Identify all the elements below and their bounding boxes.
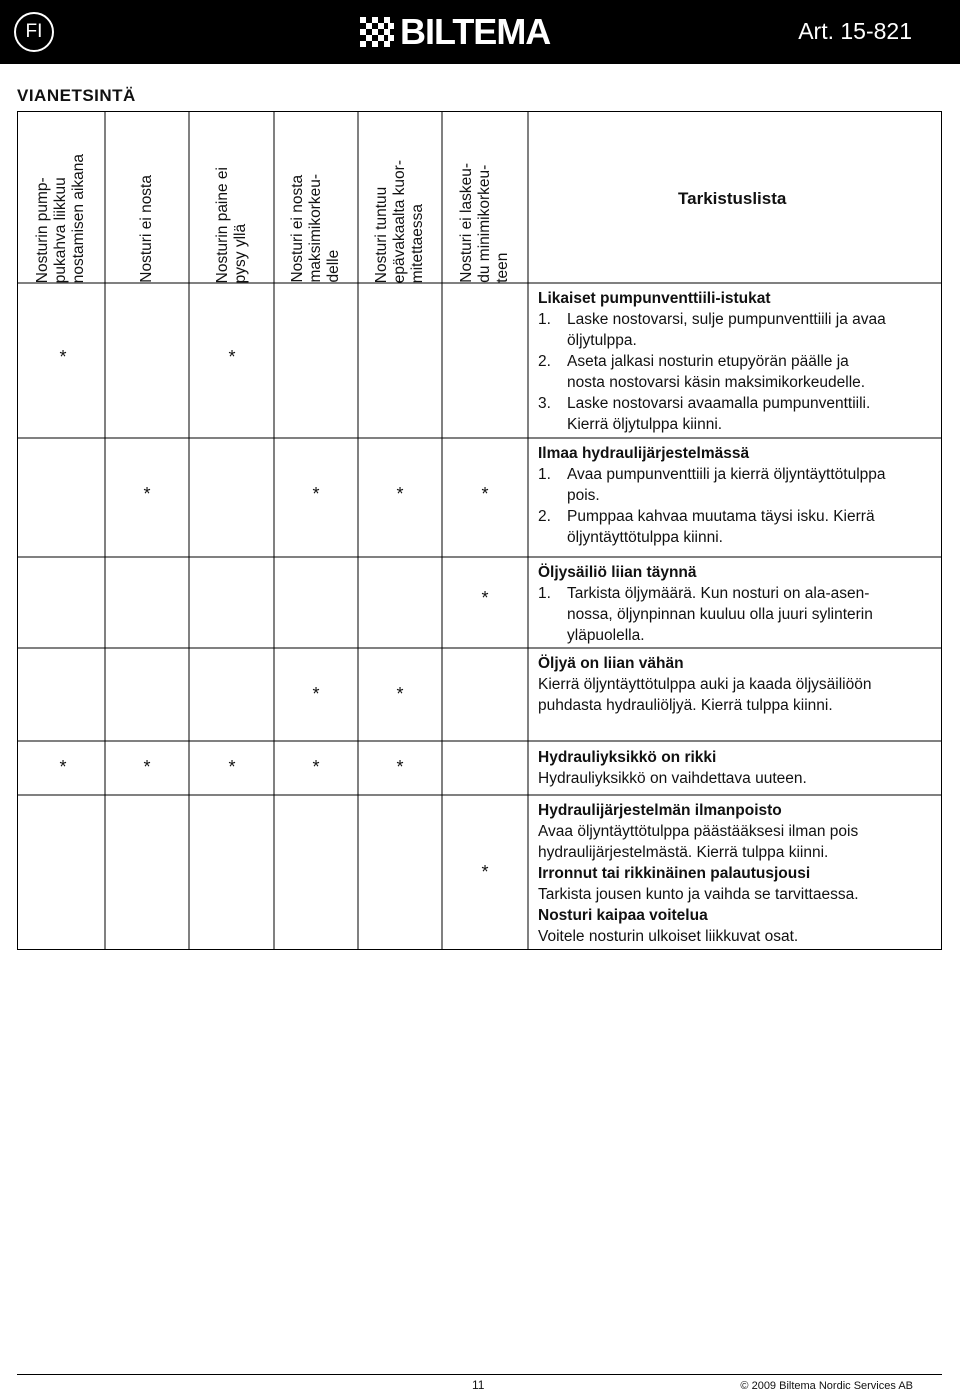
step-text: nosta nostovarsi käsin maksimikorkeudelle. (567, 374, 866, 391)
step-text: öljytulppa. (567, 332, 637, 349)
item-text: puhdasta hydrauliöljyä. Kierrä tulppa kiinni. (538, 697, 833, 714)
col-header-unstable (358, 111, 442, 283)
star-mark: * (396, 484, 404, 504)
col-header-max-height (274, 111, 358, 283)
copyright: © 2009 Biltema Nordic Services AB (740, 1380, 913, 1392)
header-bar (0, 0, 960, 64)
step-text: Avaa pumpunventtiili ja kierrä öljyntäyttötulppa (567, 466, 886, 483)
col-header-text: Nosturi ei nosta (138, 175, 155, 283)
star-mark: * (481, 588, 489, 608)
step-text: Pumppaa kahvaa muutama täysi isku. Kierrä (567, 508, 875, 525)
step-number: 1. (538, 585, 551, 602)
item-title: Likaiset pumpunventtiili-istukat (538, 290, 771, 307)
item-title: Öljysäiliö liian täynnä (538, 564, 697, 581)
article-number: Art. 15-821 (798, 18, 912, 44)
checklist-item-hydraulic-unit-broken (538, 747, 938, 789)
item-text: Kierrä öljyntäyttötulppa auki ja kaada öljysäiliöön (538, 676, 872, 693)
item-text: Avaa öljyntäyttötulppa päästääksesi ilman pois (538, 823, 859, 840)
step-text: yläpuolella. (567, 627, 645, 644)
item-title: Irronnut tai rikkinäinen palautusjousi (538, 865, 811, 882)
star-mark: * (228, 347, 236, 367)
col-header-text: Nosturin pump- pukahva liikkuu nostamisen aikana (34, 153, 87, 283)
star-mark: * (143, 757, 151, 777)
biltema-logo (360, 11, 551, 52)
section-title: VIANETSINTÄ (17, 86, 136, 105)
star-mark: * (312, 484, 320, 504)
col-header-not-lifting (105, 111, 189, 283)
checklist-item-air-in-system (538, 443, 938, 548)
language-badge: FI (14, 12, 54, 52)
step-text: Aseta jalkasi nosturin etupyörän päälle ja (567, 353, 849, 370)
item-text: hydraulijärjestelmästä. Kierrä tulppa kiinni. (538, 844, 829, 861)
footer-divider (17, 1374, 942, 1375)
step-text: nossa, öljynpinnan kuuluu olla juuri sylinterin (567, 606, 873, 623)
step-text: Laske nostovarsi avaamalla pumpunventtiili. (567, 395, 871, 412)
step-number: 3. (538, 395, 551, 412)
checklist-item-dirty-valve (538, 288, 938, 435)
item-title: Hydrauliyksikkö on rikki (538, 749, 717, 766)
troubleshooting-table (17, 111, 942, 950)
checklist-item-bleeding-spring-lubrication (538, 800, 938, 947)
item-title: Hydraulijärjestelmän ilmanpoisto (538, 802, 782, 819)
star-mark: * (312, 757, 320, 777)
star-mark: * (59, 757, 67, 777)
step-number: 2. (538, 508, 551, 525)
item-title: Ilmaa hydraulijärjestelmässä (538, 445, 750, 462)
col-header-not-lowering (442, 111, 528, 283)
star-mark: * (143, 484, 151, 504)
checklist-item-reservoir-full (538, 562, 938, 646)
col-header-pressure (189, 111, 274, 283)
col-header-text: Nosturi tuntuu epävakaalta kuor- mitettaessa (373, 159, 426, 283)
item-text: Tarkista jousen kunto ja vaihda se tarvittaessa. (538, 886, 859, 903)
step-number: 2. (538, 353, 551, 370)
item-title: Öljyä on liian vähän (538, 655, 684, 672)
col-header-text: Nosturi ei laskeu- du minimikorkeu- teen (458, 163, 511, 283)
star-mark: * (481, 484, 489, 504)
page-number: 11 (472, 1378, 485, 1392)
star-mark: * (59, 347, 67, 367)
item-text: Voitele nosturin ulkoiset liikkuvat osat. (538, 928, 799, 945)
star-mark: * (481, 862, 489, 882)
checker-icon (360, 17, 394, 47)
checklist-item-low-oil (538, 653, 938, 716)
step-text: öljyntäyttötulppa kiinni. (567, 529, 723, 546)
star-mark: * (228, 757, 236, 777)
item-title: Nosturi kaipaa voitelua (538, 907, 708, 924)
star-mark: * (396, 757, 404, 777)
step-text: pois. (567, 487, 600, 504)
item-text: Hydrauliyksikkö on vaihdettava uuteen. (538, 770, 807, 787)
step-number: 1. (538, 311, 551, 328)
step-number: 1. (538, 466, 551, 483)
step-text: Kierrä öljytulppa kiinni. (567, 416, 723, 433)
brand-name: BILTEMA (400, 11, 551, 52)
checklist-title: Tarkistuslista (678, 189, 787, 208)
col-header-handle-moves (17, 111, 105, 283)
col-header-text: Nosturi ei nosta maksimikorkeu- delle (289, 174, 342, 283)
step-text: Laske nostovarsi, sulje pumpunventtiili ja avaa (567, 311, 886, 328)
star-mark: * (312, 684, 320, 704)
col-header-text: Nosturin paine ei pysy yllä (213, 166, 249, 283)
star-mark: * (396, 684, 404, 704)
step-text: Tarkista öljymäärä. Kun nosturi on ala-asen- (567, 585, 870, 602)
